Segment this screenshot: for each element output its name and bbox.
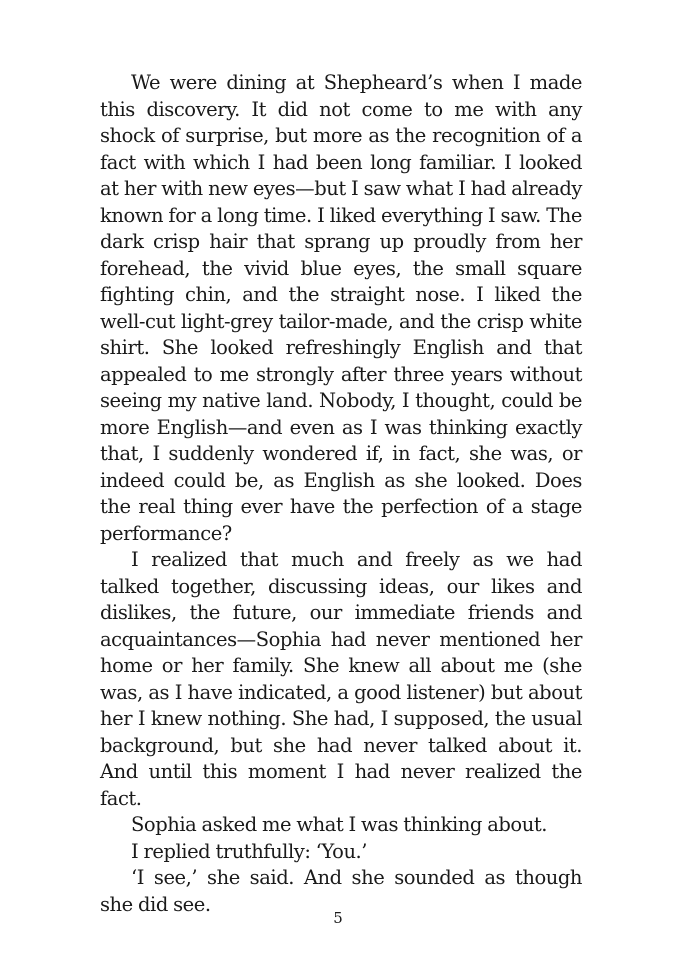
- paragraph: I replied truthfully: ‘You.’: [131, 839, 368, 863]
- page-number: 5: [333, 909, 343, 927]
- paragraph: ‘I see,’ she said. And she sounded as though she did see.: [100, 866, 582, 916]
- page-body: [100, 70, 582, 918]
- paragraph: Sophia asked me what I was thinking about.: [131, 813, 547, 836]
- paragraph: We were dining at Shepheard’s when I made this discovery. It did not come to me with any shock of surprise, but more as the recognition of a fact with which I had been long familiar. I looked at her with new eyes—but I saw what I had already known for a long time. I liked everything I saw. The dark crisp hair that sprang up proudly from her forehead, the vivid blue eyes, the small square fighting chin, and the straight nose. I liked the well-cut light-grey tailor-made, and the crisp white shirt. She looked refreshingly English and that appealed to me strongly after three years without seeing my native land. Nobody, I thought, could be more English—and even as I was thinking exactly that, I suddenly wondered if, in fact, she was, or indeed could be, as English as she looked. Does the real thing ever have the perfection of a stage performance?: [100, 71, 582, 545]
- paragraph: I realized that much and freely as we had talked together, discussing ideas, our likes and dislikes, the future, our immediate friends and acquaintances—Sophia had never mentioned her home or her family. She knew all about me (she was, as I have indicated, a good listener) but about her I knew nothing. She had, I supposed, the usual background, but she had never talked about it. And until this moment I had never realized the fact.: [100, 548, 582, 810]
